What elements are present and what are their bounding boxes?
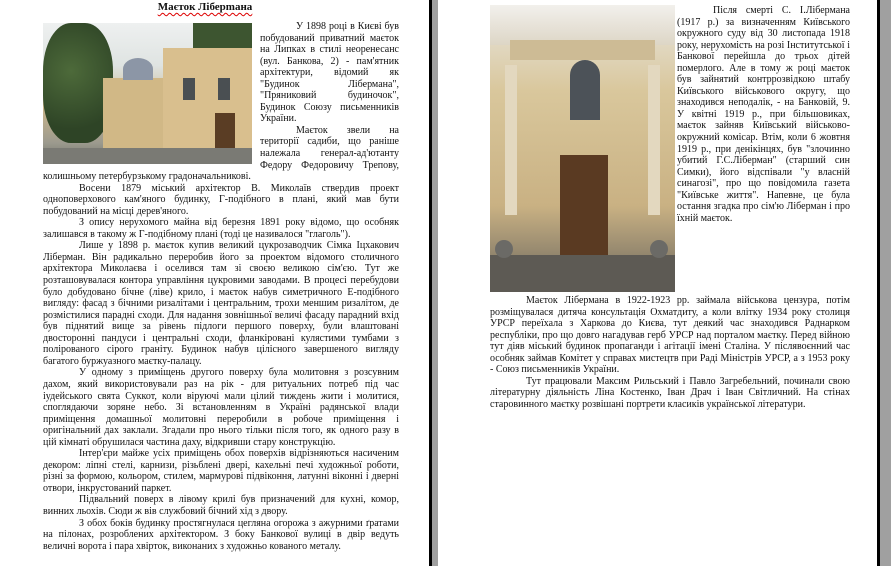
page-2-body: [490, 295, 850, 410]
page-1-body: [43, 21, 399, 552]
paragraph: У одному з приміщень другого поверху була молитовня з розсувним дахом, який використовували раз на рік - для ритуальних потреб під час іудейського свята Суккот, коли віруючі мали цілий тиждень жити і молитися, споглядаючи зоряне небо. Зі встановленням в Україні радянської влади приміщення домашньої молитовні переробили в робоче приміщення і оригінальний дах заклали. Згадали про нього тільки після того, як одного разу в цій кімнаті обрушилася частина даху, відкривши стару конструкцію.: [43, 367, 399, 448]
liberman-mansion-photo[interactable]: [43, 23, 252, 164]
paragraph: Восени 1879 міський архітектор В. Миколаїв ствердив проект одноповерхового кам'яного будинку, Г-подібного в плані, який мав бути побудований на місці дерев'яного.: [43, 182, 399, 217]
document-page-2[interactable]: [438, 0, 880, 566]
paragraph: Інтер'єри майже усіх приміщень обох поверхів відрізняються насиченим декором: ліпні стелі, карнизи, різьблені двері, кахельні печі художньої роботи, різні за формою, кольором, стилем, мармурові підвіконня, латунні віконні і дверні отвори, інкрустований паркет.: [43, 448, 399, 494]
paragraph: Маєток звели на території садиби, що раніше належала генерал-ад'ютанту Федору Федоровичу Трепову, колишньому петербурзькому градоначальникові.: [43, 124, 399, 183]
document-page-1[interactable]: [0, 0, 432, 566]
paragraph: З обох боків будинку простягнулася цегляна огорожа з ажурними ґратами на пілонах, розроблених архітектором. З боку Банкової вулиці в двір ведуть величні ворота і пара хвірток, виконаних з художньо кованого металу.: [43, 517, 399, 552]
page-2-side-text: [677, 5, 850, 224]
document-title: Маєток Ліберmана: [157, 1, 253, 13]
paragraph: У 1898 році в Києві був побудований приватний маєток на Липках в стилі неоренесанс (вул. Банкова, 2) - пам'ятник архітектури, відомий як "Будинок Ліберманa", "Пряниковий будиночок", Будинок Союзу письменників України.: [260, 21, 399, 125]
paragraph: Тут працювали Максим Рильський і Павло Загребельний, починали свою літературну діяльність Ліна Костенко, Іван Драч і Іван Світличний. На стінах старовинного маєтку розвішані портрети класиків української літератури.: [490, 375, 850, 410]
paragraph: Підвальний поверх в лівому крилі був призначений для кухні, комор, винних льохів. Сюди ж вів службовий бічний хід з двору.: [43, 494, 399, 517]
paragraph: Маєток Лібермана в 1922-1923 рр. займала військова цензура, потім розміщувалася дитяча консультація Охматдиту, а коли влітку 1934 року столиця УРСР переїхала з Харкова до Києва, тут деякий час знаходився Раднарком республіки, про що довго нагадував герб УРСР над порталом маєтку. Перед війною тут діяв міський будинок пропаганди і агітації імені Сталіна. У післявоєнний час особняк займав Комітет у справах мистецтв при Раді Міністрів УРСР, а з 1953 року - Союз письменників України.: [490, 295, 850, 376]
paragraph: Лише у 1898 р. маєток купив великий цукрозаводчик Сімка Іцхакович Ліберман. Він радикально переробив його за проектом відомого столичного архітектора Миколаєва і оселився там зі своєю великою сім'єю. Тут же розташовувалася контора управління цукровими заводами. В процесі перебудови було добудовано бічне (ліве) крило, і маєток набув симетричного Е-подібного вигляду: фасад з бічними ризалітами і центральним, трохи меншим ризалітом, де розмістилися парадні сходи. Для надання зовнішньої величі фасаду парадний вхід був піднятий вище за рівень підлоги першого поверху, були влаштовані двосторонні пандуси і центральні сходи, фланкіровані кулястими тумбами з полірованого сірого граніту. Будинок набув цілісного завершеного вигляду багатого буржуазного маєтку-палацу.: [43, 240, 399, 367]
page-gap: [429, 0, 432, 566]
mansion-facade-photo[interactable]: [490, 5, 675, 292]
paragraph: З опису нерухомого майна від березня 1891 року відомо, що особняк залишався в такому ж Г-подібному плані (тоді це називалося "глаголь").: [43, 217, 399, 240]
paragraph: Після смерті С. І.Лібермана (1917 р.) за визначенням Київського окружного суду від 30 листопада 1918 року, нерухомість на розі Інститутської і Банкової перейшла до трьох дітей померлого. Але в тому ж році маєток був зайнятий контррозвідкою штабу Київського військового округу, що знаходився неподалік, - на Банковій, 9. У квітні 1919 р., при більшовиках, маєток зайняв Київський військово-окружний комісар. Втім, коли 6 жовтня 1919 р., при денікінцях, був "злочинно убитий Г.С.Ліберман" (старший син Симки), його відспівали "у власній синагозі", про що повідомила газета "Київське життя". Напевне, це була остання згадка про сім'ю Ліберман і про їхній маєток.: [677, 5, 850, 224]
